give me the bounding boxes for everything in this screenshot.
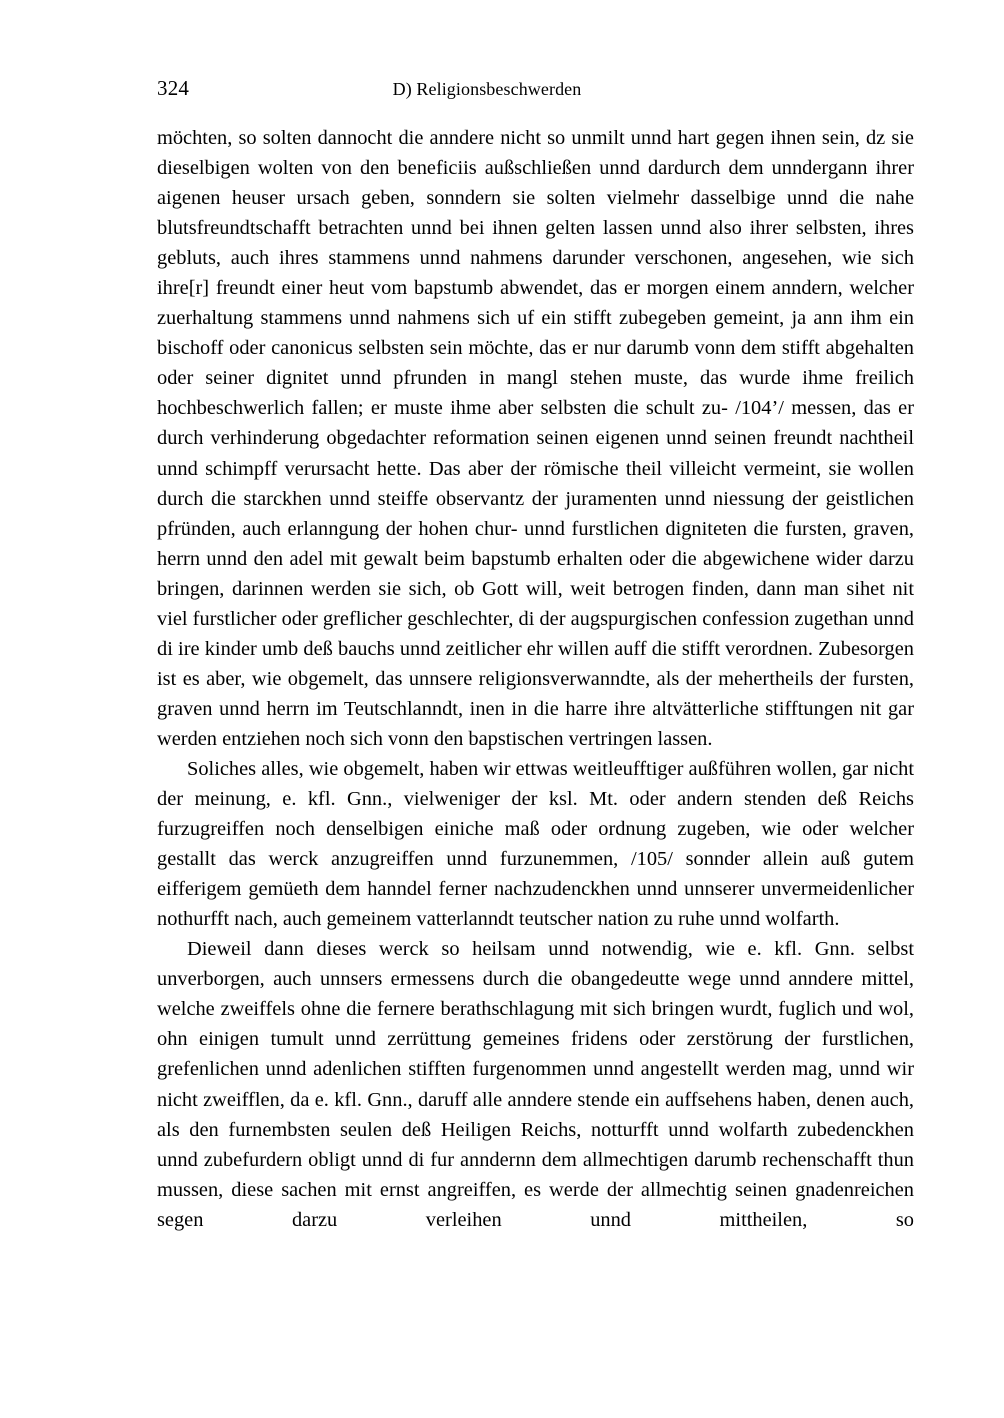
running-head-title: D) Religionsbeschwerden (392, 79, 582, 99)
page-number: 324 (157, 76, 190, 100)
body-paragraph-3: Dieweil dann dieses werck so heilsam unnd notwendig, wie e. kfl. Gnn. selbst unverborgen, auch unnsers ermessens durch die obangedeutte wege unnd anndere mittel, welche zweiffels ohne die fernere berathschlagung mit sich bringen wurdt, fuglich und wol, ohn einigen tumult unnd zerrüttung gemeines fridens oder zerstörung der furstlichen, grefenlichen unnd adenlichen stifften furgenommen unnd angestellt werden mag, unnd wir nicht zweifflen, da e. kfl. Gnn., daruff alle anndere stende ein auffsehens haben, denen auch, als den furnembsten seulen deß Heiligen Reichs, notturfft unnd wolfarth zubedenckhen unnd zubefurdern obligt unnd di fur anndernn dem allmechtigen darumb rechenschafft thun mussen, diese sachen mit ernst angreiffen, es werde der allmechtig seinen gnadenreichen segen darzu verleihen unnd mittheilen, so (157, 938, 914, 1231)
page-header (157, 74, 913, 104)
body-text-block (157, 123, 914, 1265)
body-paragraph-1: möchten, so solten dannocht die anndere nicht so unmilt unnd hart gegen ihnen sein, dz sie dieselbigen wolten von den beneficiis außschließen unnd dardurch dem unndergann ihrer aigenen heuser ursach geben, sonndern sie solten vielmehr dasselbige unnd die nahe blutsfreundtschafft betrachten unnd bei ihnen gelten lassen unnd also ihrer selbsten, ihres gebluts, auch ihres stammens unnd nahmens darunder verschonen, angesehen, wie sich ihre[r] freundt einer heut vom bapstumb abwendet, das er morgen einem anndern, welcher zuerhaltung stammens unnd nahmens sich uf ein stifft zubegeben gemeint, ja ann ihm ein bischoff oder canonicus selbsten sein möchte, das er nur darumb vonn dem stifft abgehalten oder seiner dignitet unnd pfrunden in mangl stehen muste, das wurde ihme freilich hochbeschwerlich fallen; er muste ihme aber selbsten die schult zu- /104’/ messen, das er durch verhinderung obgedachter reformation seinen eigenen unnd seinen freundt nachtheil unnd schimpff verursacht hette. Das aber der römische theil villeicht vermeint, sie wollen durch die starckhen unnd steiffe observantz der juramenten unnd niessung der geistlichen pfründen, auch erlanngung der hohen chur- unnd furstlichen digniteten die fursten, graven, herrn unnd den adel mit gewalt beim bapstumb erhalten oder die abgewichene wider darzu bringen, darinnen werden sie sich, ob Gott will, weit betrogen finden, dann man sihet nit viel furstlicher oder greflicher geschlechter, di der augspurgischen confession zugethan unnd di ire kinder umb deß bauchs unnd zeitlicher ehr willen auff die stifft verordnen. Zubesorgen ist es aber, wie obgemelt, das unnsere religionsverwanndte, als der mehertheils der fursten, graven unnd herrn im Teutschlanndt, inen in die harre ihre altvätterliche stifftungen nit gar werden entziehen noch sich vonn den bapstischen vertringen lassen. (157, 127, 914, 750)
body-paragraph-2: Soliches alles, wie obgemelt, haben wir ettwas weitleufftiger außführen wollen, gar nicht der meinung, e. kfl. Gnn., vielweniger der ksl. Mt. oder andern stenden deß Reichs furzugreiffen noch denselbigen einiche maß oder ordnung zugeben, wie oder welcher gestallt das werck anzugreiffen unnd furzunemmen, /105/ sonnder allein auß gutem eifferigem gemüeth dem hanndel ferner nachzudenckhen unnd unnserer unvermeidenlicher nothurfft nach, auch gemeinem vatterlanndt teutscher nation zu ruhe unnd wolfarth. (157, 757, 914, 931)
